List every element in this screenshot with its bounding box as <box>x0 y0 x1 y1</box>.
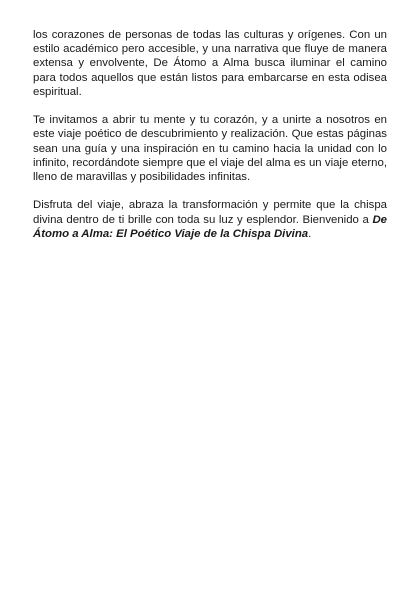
body-text <box>33 28 387 255</box>
paragraph-closing <box>33 198 387 241</box>
paragraph-intro-continuation: los corazones de personas de todas las culturas y orígenes. Con un estilo académico pero accesible, y una narrativa que fluye de manera extensa y envolvente, De Átomo a Alma busca iluminar el camino para todos aquellos que están listos para embarcarse en esta odisea espiritual. <box>33 29 387 98</box>
book-title: De Átomo a Alma: El Poético Viaje de la Chispa Divina <box>33 213 387 240</box>
paragraph-invitation: Te invitamos a abrir tu mente y tu corazón, y a unirte a nosotros en este viaje poético de descubrimiento y realización. Que estas páginas sean una guía y una inspiración en tu camino hacia la unidad con lo infinito, recordándote siempre que el viaje del alma es un viaje eterno, lleno de maravillas y posibilidades infinitas. <box>33 114 387 184</box>
closing-lead-text: Disfruta del viaje, abraza la transformación y permite que la chispa divina dentro de ti brille con toda su luz y esplendor. Bienvenido a <box>33 199 387 226</box>
closing-tail-text: . <box>308 227 312 240</box>
